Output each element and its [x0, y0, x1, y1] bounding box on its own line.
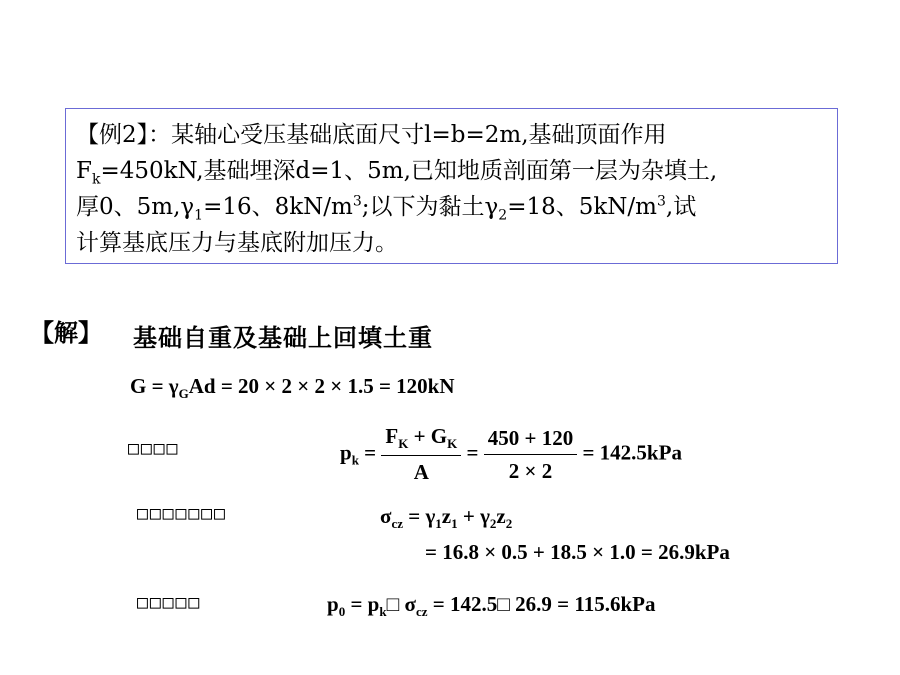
eq4-result: □ 26.9 = 115.6kPa: [497, 592, 656, 616]
eq1-rhs: Ad = 20 × 2 × 2 × 1.5 = 120kN: [188, 374, 455, 398]
example-label: 【例2】：: [76, 122, 172, 148]
eq4-sigma-subscript: cz: [415, 604, 428, 619]
eq3-z1-subscript: 1: [451, 516, 458, 531]
equation-self-weight: [130, 374, 455, 402]
eq3-label: □□□□□□□: [137, 503, 227, 524]
eq2-fraction-numeric: [484, 426, 577, 484]
problem-line-1: [76, 117, 827, 153]
solution-heading: 基础自重及基础上回填土重: [133, 323, 433, 352]
eq3-z2-subscript: 2: [505, 516, 513, 531]
eq2-denominator: A: [413, 460, 429, 484]
eq3-z2: z: [496, 504, 506, 528]
eq2-equals-2: =: [461, 440, 484, 465]
unit-exponent-1: 3: [352, 193, 362, 210]
problem-force-subscript: k: [91, 171, 101, 188]
eq2-numerator: [381, 424, 461, 456]
equation-self-weight-stress: [380, 504, 512, 532]
eq3-gamma1-subscript: 1: [435, 516, 442, 531]
eq3-sigma: σ: [380, 504, 392, 528]
eq3-z1: z: [441, 504, 452, 528]
eq2-p-subscript: k: [351, 452, 359, 468]
eq4-value-1: = 142.5: [427, 592, 498, 616]
problem-text-1: 某轴心受压基础底面尺寸l=b=2m,基础顶面作用: [171, 122, 667, 148]
eq4-pk: = p: [345, 592, 380, 616]
problem-line-3: [76, 189, 827, 225]
equation-base-pressure: [340, 424, 682, 485]
problem-force-symbol: F: [76, 158, 92, 184]
problem-text-2: =450kN,基础埋深d=1、5m,已知地质剖面第一层为杂填土,: [100, 158, 718, 184]
gamma2-subscript: 2: [498, 207, 508, 224]
eq2-numeric-numerator: 450 + 120: [484, 426, 577, 455]
problem-text-3e: ,试: [665, 194, 697, 220]
eq2-label: □□□□: [128, 438, 180, 459]
problem-line-2: [76, 153, 827, 189]
gamma1-symbol: γ: [180, 194, 195, 220]
eq1-subscript: G: [178, 386, 189, 401]
eq4-pk-subscript: k: [379, 604, 387, 619]
problem-text-3b: =16、8kN/m: [203, 194, 353, 220]
gamma2-symbol: γ: [484, 194, 499, 220]
eq2-num-g: + G: [408, 424, 448, 448]
eq4-minus-sigma: □ σ: [386, 592, 416, 616]
eq2-equals: =: [358, 440, 382, 465]
eq2-num-f-sub: K: [398, 436, 409, 451]
eq2-fraction-symbolic: [381, 424, 461, 485]
unit-exponent-2: 3: [657, 193, 666, 210]
eq2-num-f: F: [385, 424, 399, 448]
problem-text-3c: ;以下为黏土: [361, 194, 485, 220]
eq1-lhs: G = γ: [130, 374, 179, 398]
eq2-num-g-sub: K: [447, 436, 458, 451]
eq3-gamma2-subscript: 2: [489, 516, 497, 531]
eq2-result: = 142.5kPa: [577, 440, 682, 465]
eq3-gamma1: = γ: [402, 504, 436, 528]
eq4-p0-subscript: 0: [338, 604, 346, 619]
problem-text-3d: =18、5kN/m: [507, 194, 657, 220]
eq4-p0: p: [327, 592, 339, 616]
eq4-label: □□□□□: [137, 592, 202, 613]
problem-statement-box: [65, 108, 838, 264]
eq2-numeric-denominator: 2 × 2: [508, 458, 553, 483]
problem-line-4: 计算基底压力与基底附加压力。: [76, 230, 398, 256]
eq2-p: p: [340, 440, 352, 465]
eq3-sigma-subscript: cz: [391, 516, 403, 531]
eq3-line-2: = 16.8 × 0.5 + 18.5 × 1.0 = 26.9kPa: [425, 540, 730, 564]
gamma1-subscript: 1: [194, 207, 204, 224]
solution-label: 【解】: [30, 318, 102, 347]
problem-text-3a: 厚0、5m,: [76, 194, 181, 220]
equation-additional-pressure: [327, 592, 655, 620]
eq3-gamma2: + γ: [457, 504, 490, 528]
